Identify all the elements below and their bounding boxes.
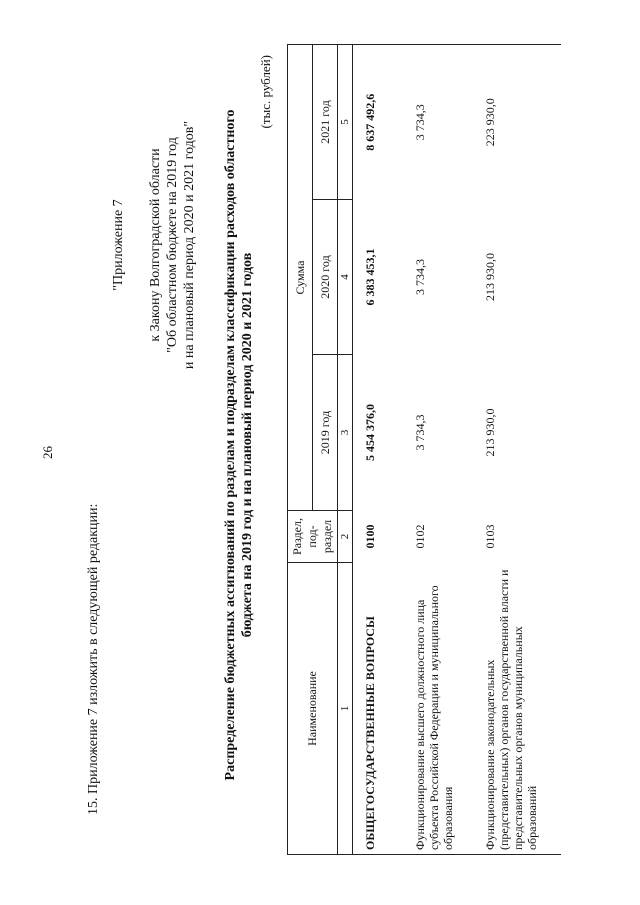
- appendix-law: к Закону Волгоградской области: [148, 148, 163, 342]
- row-value-2021: 223 930,0: [477, 45, 561, 200]
- appendix-number: "Приложение 7: [111, 199, 126, 291]
- header-2019: 2019 год: [313, 355, 338, 511]
- row-code: 0102: [412, 524, 427, 549]
- row-code: 0100: [363, 524, 377, 549]
- row-value-2021: 3 734,3: [407, 45, 477, 200]
- table-row: [353, 45, 407, 855]
- header-name: Наименование: [288, 563, 338, 855]
- row-value-2020: 213 930,0: [482, 253, 497, 301]
- row-value-2020: 6 383 453,1: [363, 248, 377, 306]
- row-name: Функционирование законодательных (представительных) органов государственной власти и представительных органов муниципальных образований: [477, 563, 561, 855]
- header-2020: 2020 год: [313, 200, 338, 355]
- appendix-law-period: и на плановый период 2020 и 2021 годов": [182, 120, 197, 370]
- budget-table: [287, 44, 561, 855]
- header-sum: Сумма: [288, 45, 313, 511]
- appendix-header: [110, 45, 198, 445]
- column-index: 2: [338, 511, 353, 563]
- title-line-1: Распределение бюджетных ассигнований по разделам и подразделам классификации расходов областного: [223, 109, 238, 781]
- appendix-law-title: "Об областном бюджете на 2019 год: [165, 137, 180, 353]
- table-row: [407, 45, 477, 855]
- row-value-2019: 213 930,0: [482, 408, 497, 457]
- intro-text: 15. Приложение 7 изложить в следующей редакции:: [86, 503, 101, 815]
- row-value-2021: 8 637 492,6: [353, 45, 407, 200]
- document-title: [222, 105, 256, 785]
- column-index: 1: [338, 563, 353, 855]
- row-value-2019: 3 734,3: [412, 414, 427, 451]
- row-value-2020: 3 734,3: [412, 259, 427, 295]
- page-number: 26: [40, 446, 55, 459]
- header-section: Раздел, под-раздел: [288, 511, 338, 563]
- row-code: 0103: [482, 524, 497, 549]
- column-index: 3: [338, 355, 353, 511]
- title-line-2: бюджета на 2019 год и на плановый период 2020 и 2021 годов: [240, 252, 255, 638]
- unit-note: (тыс. рублей): [258, 55, 273, 129]
- table-row: [477, 45, 561, 855]
- header-2021: 2021 год: [313, 45, 338, 200]
- row-name: Функционирование высшего должностного лица субъекта Российской Федерации и муниципального образования: [407, 563, 477, 855]
- column-index: 5: [338, 45, 353, 200]
- row-name: ОБЩЕГОСУДАРСТВЕННЫЕ ВОПРОСЫ: [353, 563, 407, 855]
- column-index-row: [338, 45, 353, 855]
- row-value-2019: 5 454 376,0: [363, 404, 377, 461]
- column-index: 4: [338, 200, 353, 355]
